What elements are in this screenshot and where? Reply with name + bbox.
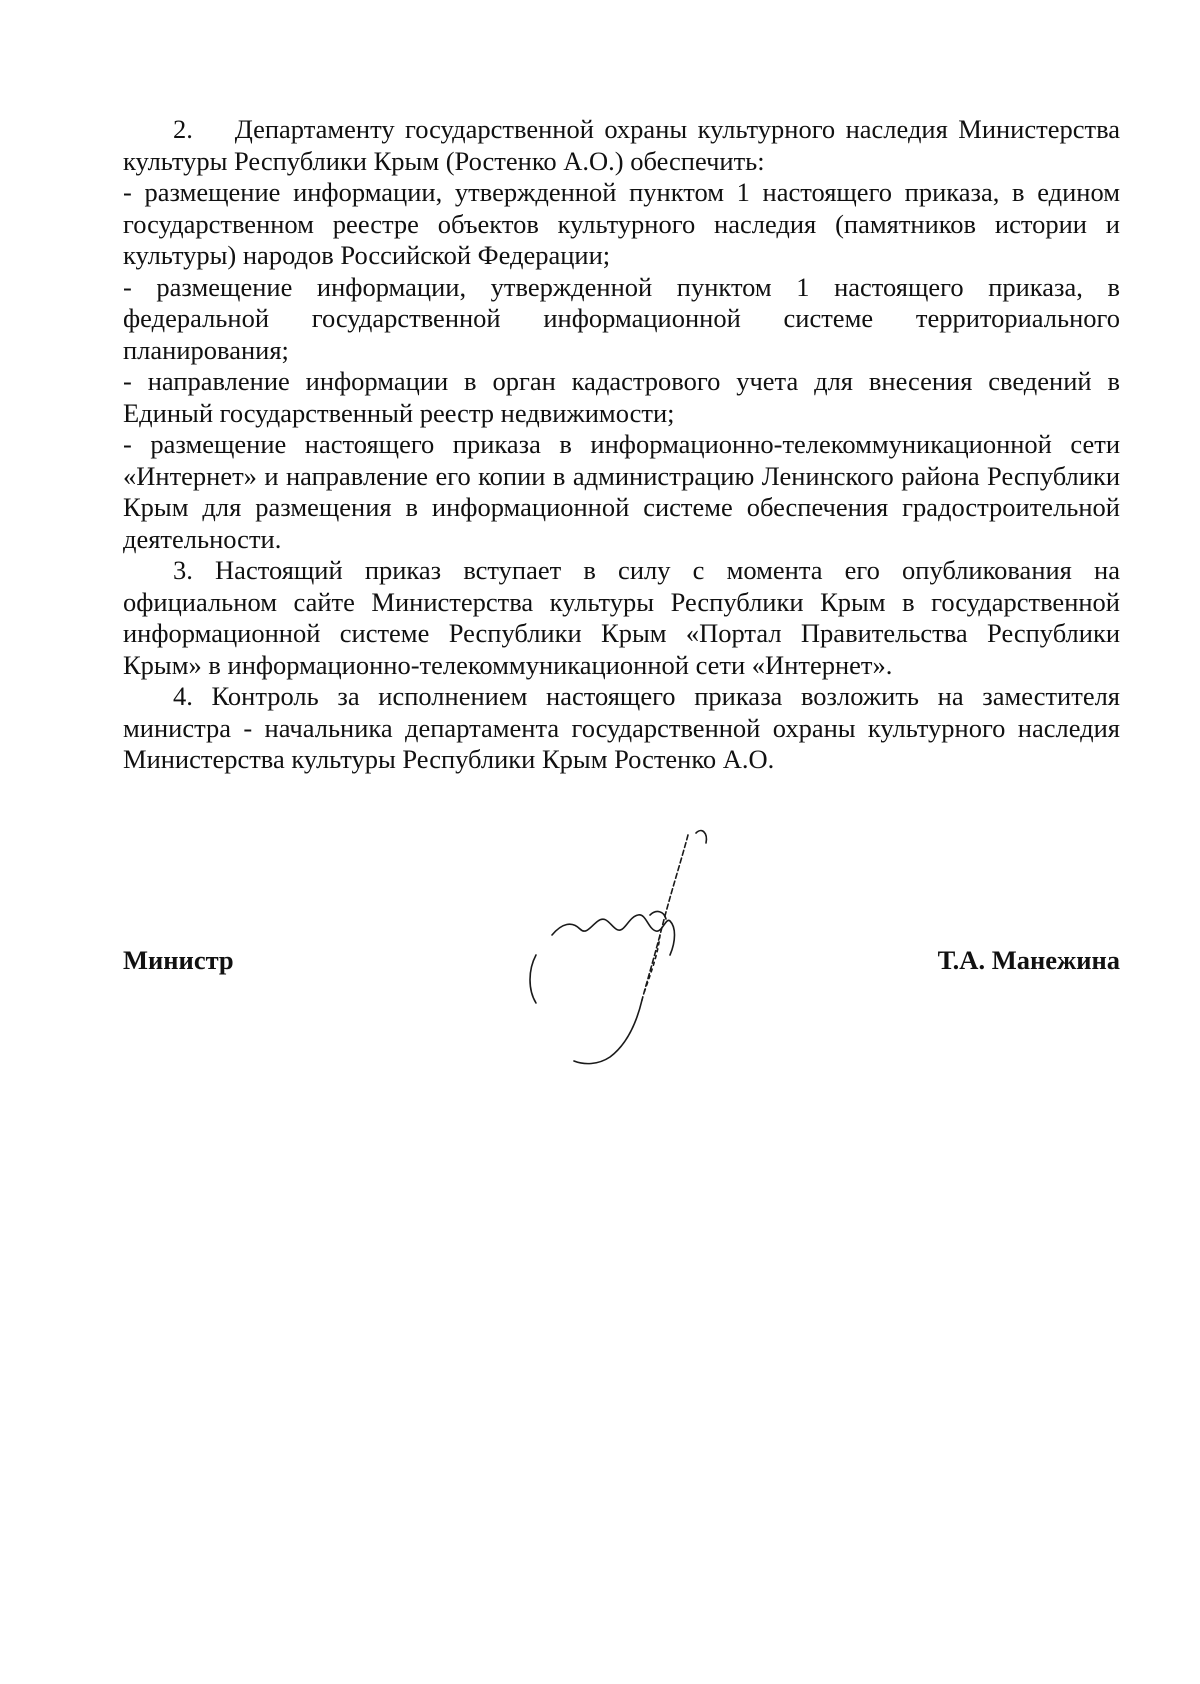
bullet-registry: - размещение информации, утвержденной пунктом 1 настоящего приказа, в едином государственном реестре объектов культурного наследия (памятников истории и культуры) народов Российской Федерации; (123, 177, 1120, 270)
signatory-name: Т.А. Манежина (937, 945, 1120, 975)
paragraph-3: 3. Настоящий приказ вступает в силу с момента его опубликования на официальном сайте Министерства культуры Республики Крым в государственной информационной системе Республики Крым «Портал Правительства Республики Крым» в информационно-телекоммуникационной сети «Интернет». (123, 555, 1120, 680)
paragraph-4: 4. Контроль за исполнением настоящего приказа возложить на заместителя министра - начальника департамента государственной охраны культурного наследия Министерства культуры Республики Крым Ростенко А.О. (123, 681, 1120, 774)
handwritten-signature (510, 825, 720, 1075)
bullet-cadastre: - направление информации в орган кадастрового учета для внесения сведений в Единый государственный реестр недвижимости; (123, 366, 1120, 428)
bullet-internet-publication: - размещение настоящего приказа в информационно-телекоммуникационной сети «Интернет» и направление его копии в администрацию Ленинского района Республики Крым для размещения в информационной системе обеспечения градостроительной деятельности. (123, 429, 1120, 554)
signatory-title: Министр (123, 945, 234, 975)
bullet-planning-system: - размещение информации, утвержденной пунктом 1 настоящего приказа, в федеральной государственной информационной системе территориального планирования; (123, 271, 1120, 365)
document-body (123, 114, 1120, 776)
paragraph-2: 2. Департаменту государственной охраны культурного наследия Министерства культуры Республики Крым (Ростенко А.О.) обеспечить: (123, 114, 1120, 176)
